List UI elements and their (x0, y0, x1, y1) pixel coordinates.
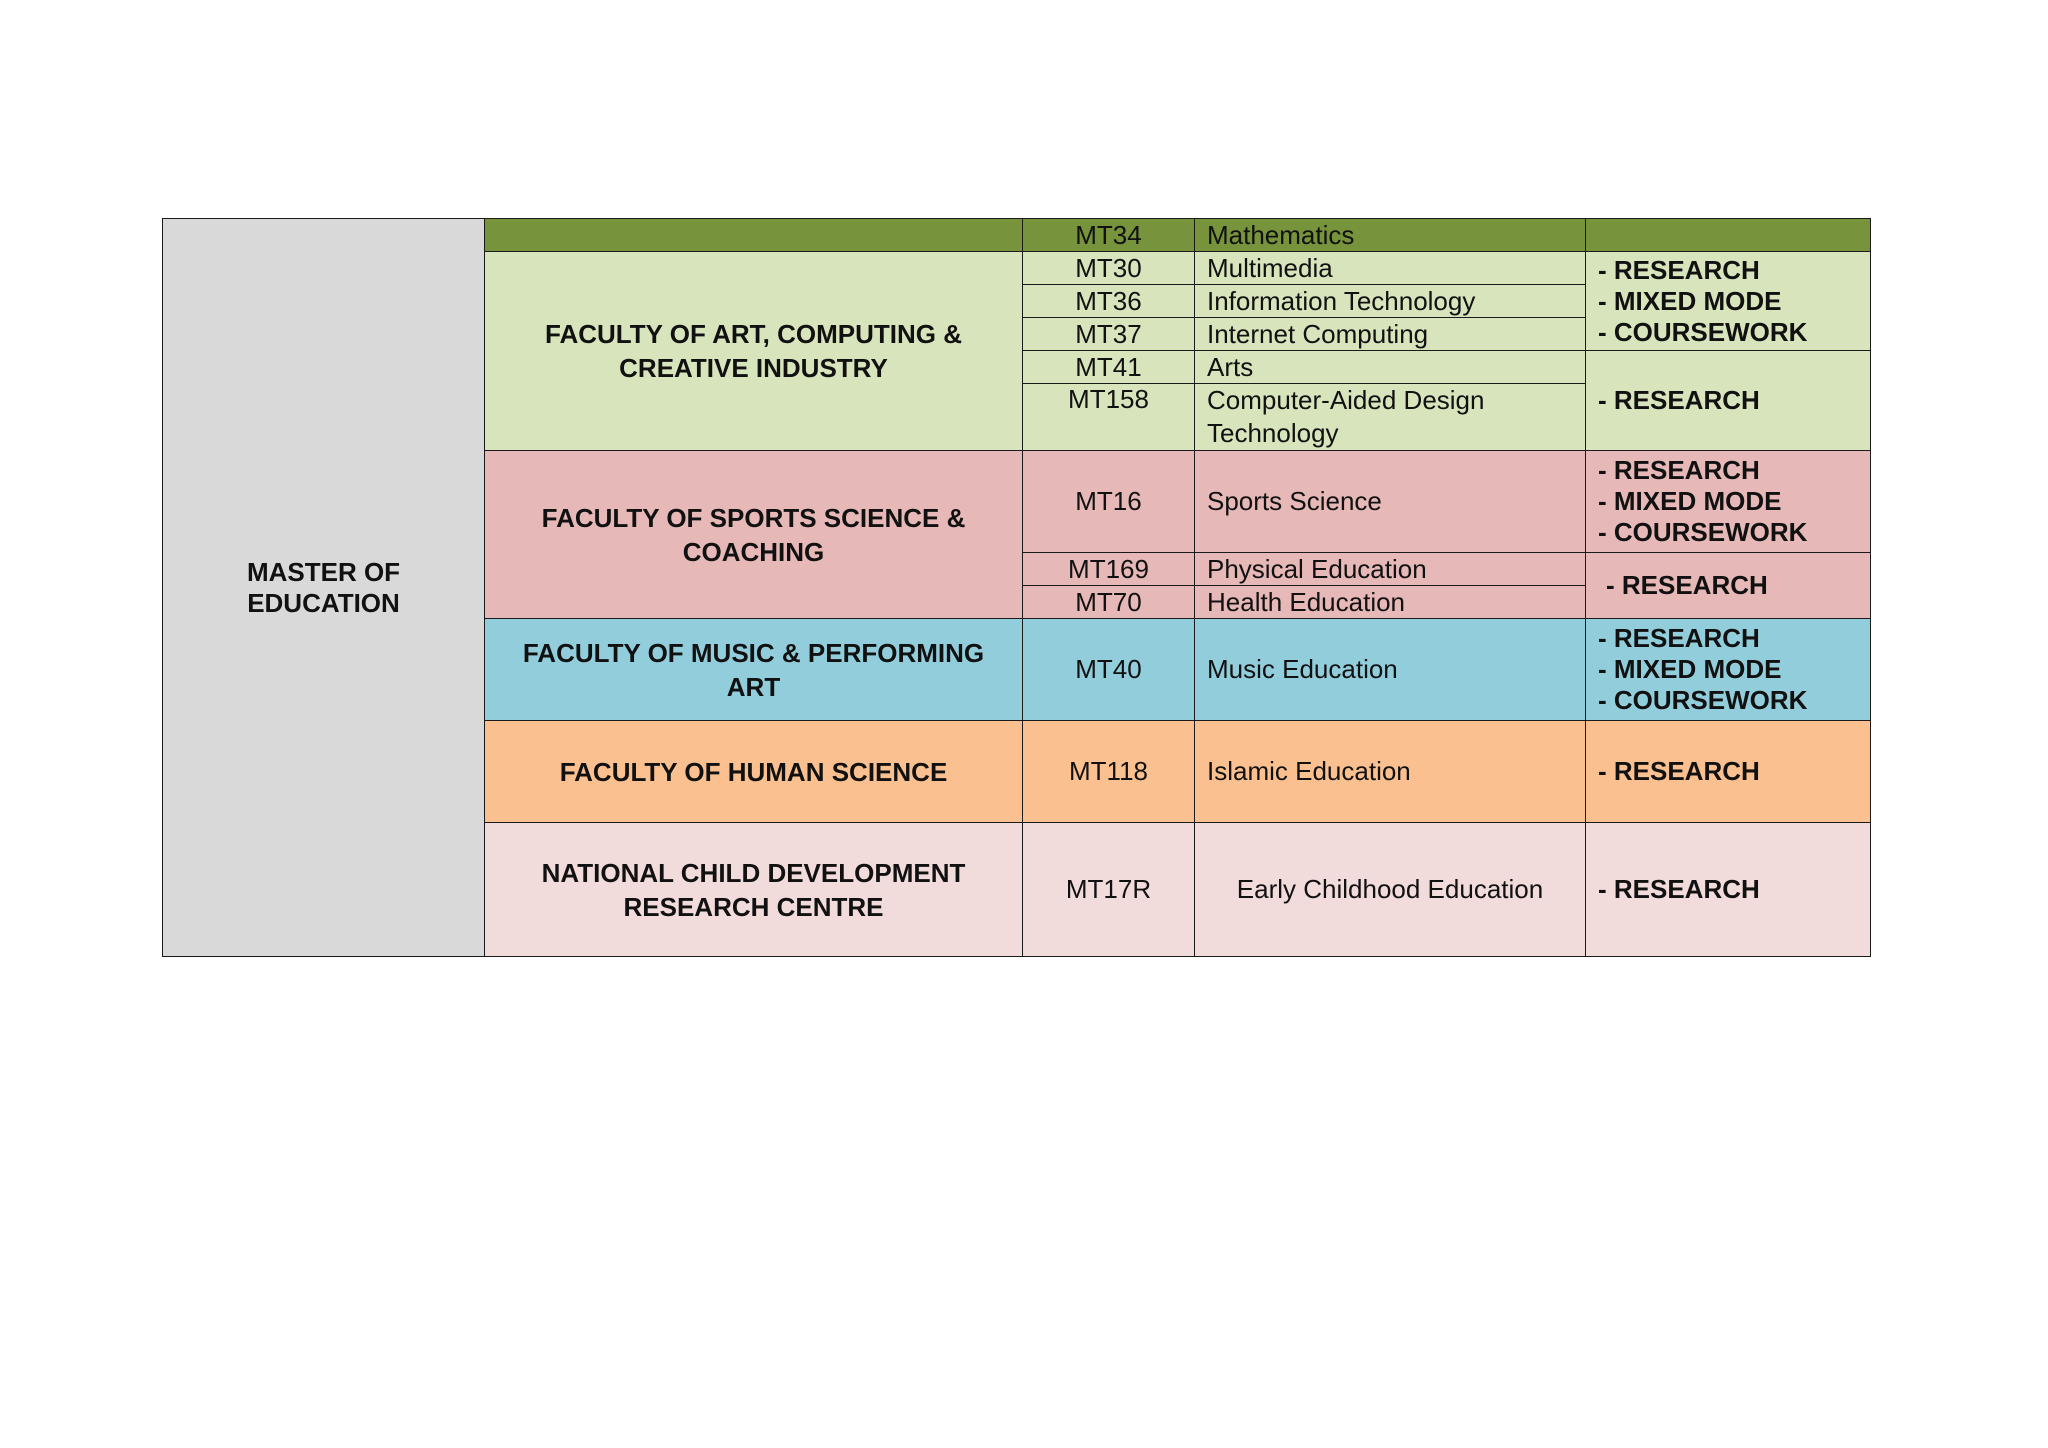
study-mode-cell (1586, 823, 1871, 957)
study-mode: - RESEARCH (1598, 455, 1760, 485)
study-mode: - RESEARCH (1598, 623, 1760, 653)
faculty-name: FACULTY OF ART, COMPUTING & CREATIVE INDUSTRY (485, 252, 1023, 451)
programme-name: Arts (1195, 351, 1586, 384)
study-mode: - RESEARCH (1598, 254, 1760, 285)
faculty-name: FACULTY OF MUSIC & PERFORMING ART (485, 619, 1023, 721)
programme-code: MT40 (1023, 619, 1195, 721)
programme-code: MT169 (1023, 553, 1195, 586)
study-mode: - COURSEWORK (1598, 517, 1808, 547)
programme-name: Mathematics (1195, 219, 1586, 252)
programme-code: MT41 (1023, 351, 1195, 384)
programme-name: Internet Computing (1195, 318, 1586, 351)
study-mode-cell (1586, 619, 1871, 721)
programme-name: Islamic Education (1195, 721, 1586, 823)
faculty-name: FACULTY OF SPORTS SCIENCE & COACHING (485, 451, 1023, 619)
faculty-name: NATIONAL CHILD DEVELOPMENT RESEARCH CENTRE (485, 823, 1023, 957)
programme-name: Health Education (1195, 586, 1586, 619)
study-mode-cell (1586, 351, 1871, 451)
programme-code: MT30 (1023, 252, 1195, 285)
study-mode: - MIXED MODE (1598, 486, 1782, 516)
programme-table (162, 218, 1871, 957)
study-mode: - MIXED MODE (1598, 285, 1782, 316)
programme-name: Physical Education (1195, 553, 1586, 586)
programme-name: Sports Science (1195, 451, 1586, 553)
study-mode: - RESEARCH (1606, 570, 1768, 600)
study-mode: - RESEARCH (1598, 385, 1760, 415)
programme-name: Computer-Aided Design Technology (1195, 384, 1586, 451)
study-mode-cell (1586, 252, 1871, 351)
programme-name: Early Childhood Education (1195, 823, 1586, 957)
study-mode-cell (1586, 451, 1871, 553)
study-mode: - COURSEWORK (1598, 316, 1808, 347)
programme-code: MT118 (1023, 721, 1195, 823)
qualification-level: MASTER OF EDUCATION (163, 219, 485, 957)
header-band-cell (485, 219, 1023, 252)
study-mode: - RESEARCH (1598, 756, 1760, 786)
study-mode-cell (1586, 553, 1871, 619)
programme-code: MT34 (1023, 219, 1195, 252)
programme-code: MT70 (1023, 586, 1195, 619)
programme-name: Multimedia (1195, 252, 1586, 285)
faculty-name: FACULTY OF HUMAN SCIENCE (485, 721, 1023, 823)
programme-code: MT36 (1023, 285, 1195, 318)
programme-name: Information Technology (1195, 285, 1586, 318)
study-mode: - MIXED MODE (1598, 654, 1782, 684)
study-mode-cell (1586, 721, 1871, 823)
header-band-cell (1586, 219, 1871, 252)
programme-code: MT17R (1023, 823, 1195, 957)
programme-code: MT16 (1023, 451, 1195, 553)
programme-code: MT37 (1023, 318, 1195, 351)
programme-code: MT158 (1023, 384, 1195, 451)
study-mode: - RESEARCH (1598, 874, 1760, 904)
study-mode: - COURSEWORK (1598, 685, 1808, 715)
programme-name: Music Education (1195, 619, 1586, 721)
